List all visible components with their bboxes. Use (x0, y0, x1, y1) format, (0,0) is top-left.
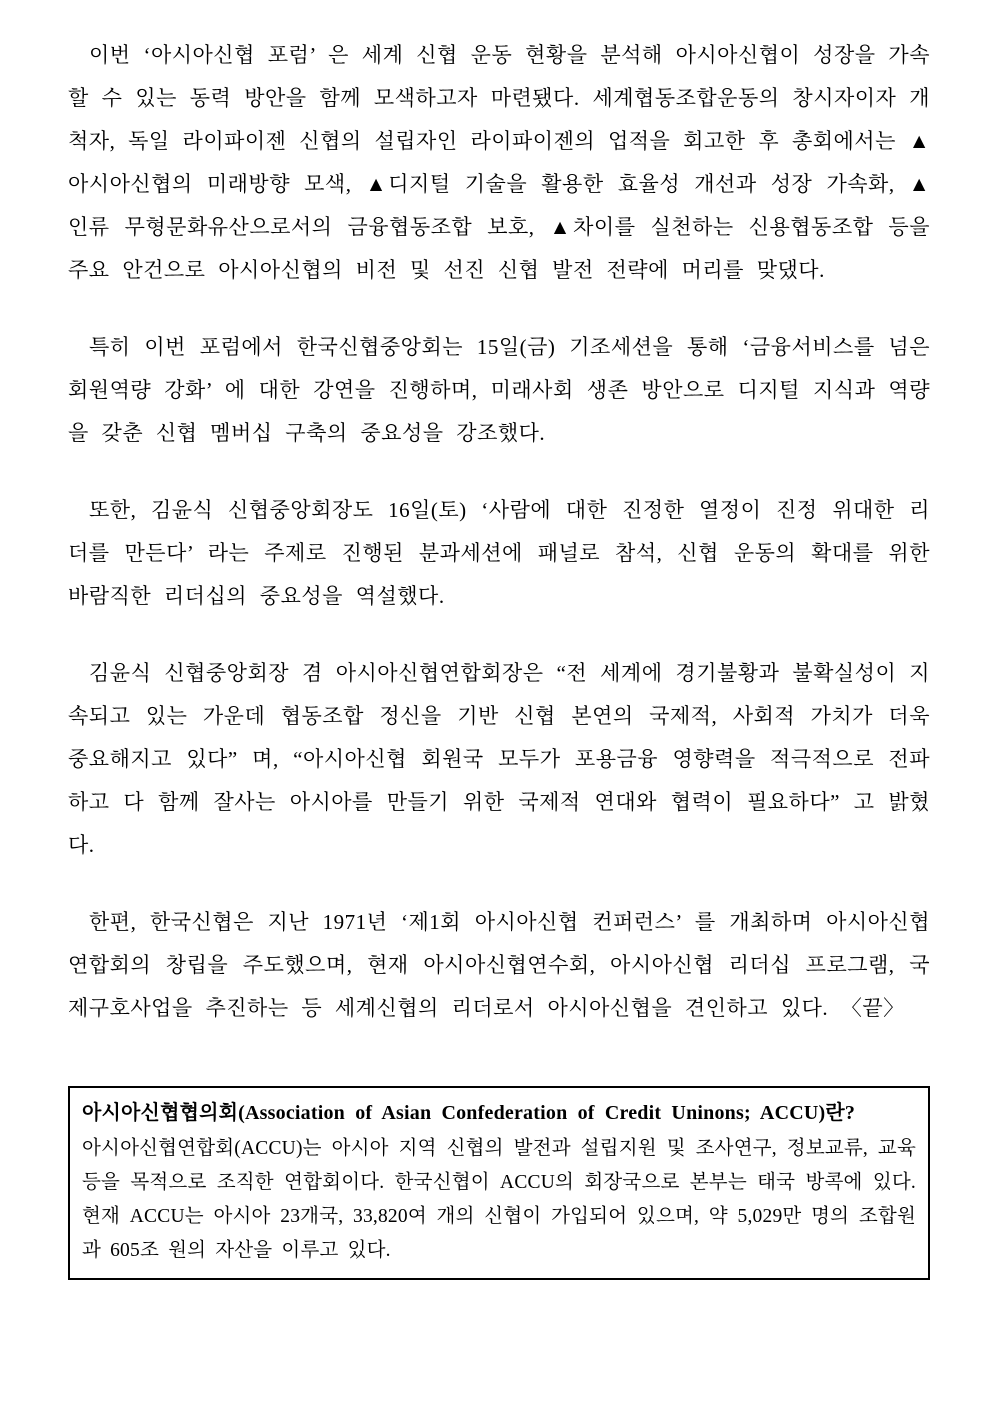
article-paragraph: 또한, 김윤식 신협중앙회장도 16일(토) ‘사람에 대한 진정한 열정이 진정 위대한 리더를 만든다’ 라는 주제로 진행된 분과세션에 패널로 참석, 신협 운동의 확대를 위한 바람직한 리더십의 중요성을 역설했다. (68, 498, 930, 608)
article-paragraph: 한편, 한국신협은 지난 1971년 ‘제1회 아시아신협 컨퍼런스’ 를 개최하며 아시아신협연합회의 창립을 주도했으며, 현재 아시아신협연수회, 아시아신협 리더십 프로그램, 국제구호사업을 추진하는 등 세계신협의 리더로서 아시아신협을 견인하고 있다. 〈끝〉 (68, 910, 930, 1020)
article-body (68, 34, 930, 1030)
info-box-body: 아시아신협연합회(ACCU)는 아시아 지역 신협의 발전과 설립지원 및 조사연구, 정보교류, 교육 등을 목적으로 조직한 연합회이다. 한국신협이 ACCU의 회장국으로 본부는 태국 방콕에 있다. 현재 ACCU는 아시아 23개국, 33,820여 개의 신협이 가입되어 있으며, 약 5,029만 명의 조합원과 605조 원의 자산을 이루고 있다. (82, 1138, 916, 1261)
accu-info-box (68, 1086, 930, 1280)
info-box-title: 아시아신협협의회(Association of Asian Confederation of Credit Uninons; ACCU)란? (82, 1102, 856, 1124)
article-paragraph: 특히 이번 포럼에서 한국신협중앙회는 15일(금) 기조세션을 통해 ‘금융서비스를 넘은 회원역량 강화’ 에 대한 강연을 진행하며, 미래사회 생존 방안으로 디지털 지식과 역량을 갖춘 신협 멤버십 구축의 중요성을 강조했다. (68, 335, 930, 445)
article-paragraph: 이번 ‘아시아신협 포럼’ 은 세계 신협 운동 현황을 분석해 아시아신협이 성장을 가속할 수 있는 동력 방안을 함께 모색하고자 마련됐다. 세계협동조합운동의 창시자이자 개척자, 독일 라이파이젠 신협의 설립자인 라이파이젠의 업적을 회고한 후 총회에서는 ▲아시아신협의 미래방향 모색, ▲디지털 기술을 활용한 효율성 개선과 성장 가속화, ▲인류 무형문화유산으로서의 금융협동조합 보호, ▲차이를 실천하는 신용협동조합 등을 주요 안건으로 아시아신협의 비전 및 선진 신협 발전 전략에 머리를 맞댔다. (68, 43, 931, 282)
article-paragraph: 김윤식 신협중앙회장 겸 아시아신협연합회장은 “전 세계에 경기불황과 불확실성이 지속되고 있는 가운데 협동조합 정신을 기반 신협 본연의 국제적, 사회적 가치가 더욱 중요해지고 있다” 며, “아시아신협 회원국 모두가 포용금융 영향력을 적극적으로 전파하고 다 함께 잘사는 아시아를 만들기 위한 국제적 연대와 협력이 필요하다” 고 밝혔다. (68, 661, 930, 857)
